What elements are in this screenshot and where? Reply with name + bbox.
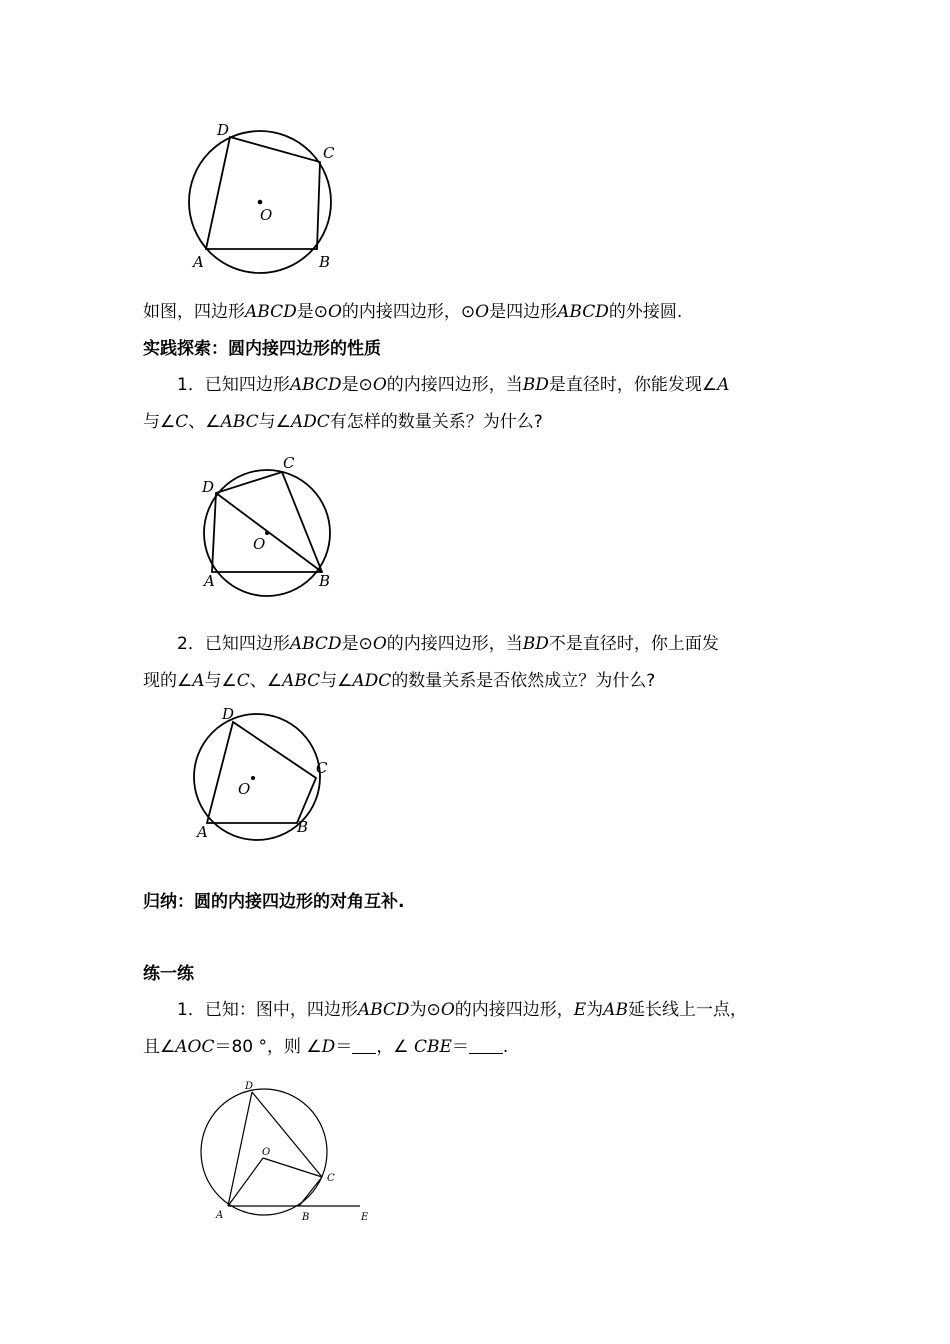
label-b: B: [302, 1212, 310, 1223]
label-c: C: [283, 454, 295, 472]
label-c: C: [316, 759, 328, 777]
practice-1-line-1: 1．已知：图中，四边形ABCD为⊙O的内接四边形，E为AB延长线上一点，: [177, 1000, 747, 1020]
label-d: D: [217, 121, 230, 139]
label-o: O: [238, 780, 251, 798]
label-o: O: [253, 535, 266, 553]
question-2-line-2: 现的∠A与∠C、∠ABC与∠ADC的数量关系是否依然成立？为什么?: [143, 671, 656, 691]
question-1-line-2: 与∠C、∠ABC与∠ADC有怎样的数量关系？为什么?: [143, 412, 543, 432]
answer-blank-angle-d[interactable]: [352, 1037, 376, 1054]
segment-cb: [299, 1177, 322, 1206]
label-b: B: [319, 572, 331, 590]
label-b: B: [297, 818, 309, 836]
figure-4-practice: [190, 1075, 375, 1225]
label-a: A: [197, 823, 208, 841]
figure-2-diameter-bd: [195, 450, 345, 595]
center-dot: [251, 776, 255, 780]
segment-dc: [252, 1092, 322, 1177]
label-d: D: [245, 1081, 254, 1092]
figure-1-cyclic-quadrilateral: [180, 115, 350, 280]
label-e: E: [361, 1212, 369, 1223]
label-d: D: [202, 478, 215, 496]
center-dot: [258, 200, 263, 205]
label-o: O: [262, 1147, 271, 1158]
quadrilateral-abcd: [206, 137, 320, 249]
summary: 归纳：圆的内接四边形的对角互补.: [143, 892, 405, 912]
label-a: A: [193, 253, 204, 271]
practice-1-line-2: 且∠AOC＝80 °，则 ∠D＝ ，∠ CBE＝ .: [143, 1037, 509, 1057]
quadrilateral-abcd: [212, 472, 322, 572]
center-dot: [265, 531, 269, 535]
label-a: A: [216, 1210, 224, 1221]
answer-blank-angle-cbe[interactable]: [469, 1037, 503, 1054]
practice-heading: 练一练: [143, 964, 194, 984]
intro-text: 如图，四边形ABCD是⊙O的内接四边形，⊙O是四边形ABCD的外接圆.: [143, 302, 683, 322]
question-2-line-1: 2．已知四边形ABCD是⊙O的内接四边形，当BD不是直径时，你上面发: [177, 634, 719, 654]
label-b: B: [319, 253, 331, 271]
label-o: O: [260, 206, 273, 224]
label-c: C: [327, 1173, 335, 1184]
label-a: A: [204, 572, 215, 590]
explore-heading: 实践探索：圆内接四边形的性质: [143, 339, 381, 359]
figure-3-cyclic-pentagon-like: [185, 700, 345, 845]
label-d: D: [222, 705, 235, 723]
question-1-line-1: 1．已知四边形ABCD是⊙O的内接四边形，当BD是直径时，你能发现∠A: [177, 375, 730, 395]
quadrilateral-abcd: [207, 722, 316, 823]
label-c: C: [323, 144, 335, 162]
segment-oc: [263, 1158, 322, 1177]
